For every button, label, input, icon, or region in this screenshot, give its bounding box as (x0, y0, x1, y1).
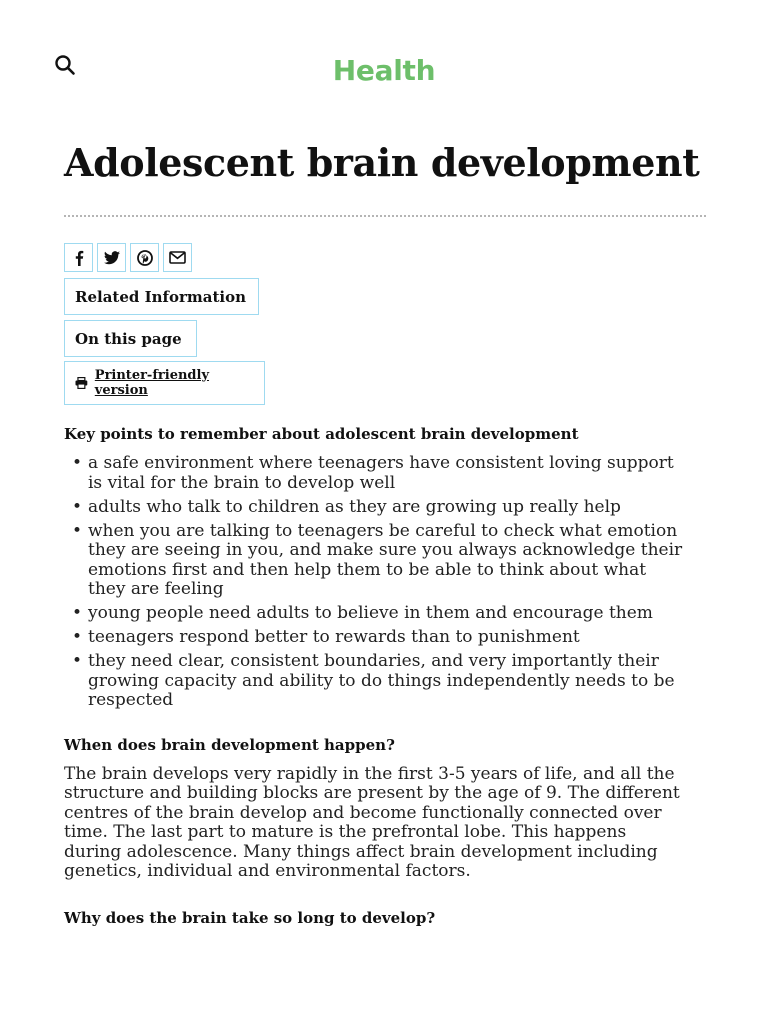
list-item: • they need clear, consistent boundaries, and very importantly their growing capacity and ability to do things independently needs to be respected (72, 652, 686, 711)
list-item: • teenagers respond better to rewards than to punishment (72, 628, 686, 648)
on-this-page-toggle[interactable] (64, 320, 197, 357)
list-item: • when you are talking to teenagers be careful to check what emotion they are seeing in you, and make sure you always acknowledge their emotions first and then help them to be able to think about what they are feeling (72, 522, 686, 600)
article-body (64, 424, 686, 928)
related-information-toggle[interactable] (64, 278, 259, 315)
list-item: • a safe environment where teenagers have consistent loving support is vital for the brain to develop well (72, 454, 686, 493)
list-item: • adults who talk to children as they are growing up really help (72, 498, 686, 518)
printer-friendly-label: Printer-friendly version (94, 368, 210, 398)
related-information-label: Related Information (75, 287, 247, 306)
twitter-icon (104, 251, 120, 265)
when-heading: When does brain development happen? (64, 735, 395, 754)
email-icon (169, 251, 186, 264)
facebook-icon (72, 250, 86, 266)
twitter-share-button[interactable] (97, 243, 126, 272)
email-share-button[interactable] (163, 243, 192, 272)
pinterest-icon (137, 250, 153, 266)
pinterest-share-button[interactable] (130, 243, 159, 272)
key-points-list (64, 454, 686, 711)
facebook-share-button[interactable] (64, 243, 93, 272)
share-buttons (64, 243, 192, 272)
key-points-heading: Key points to remember about adolescent brain development (64, 425, 579, 443)
site-logo[interactable]: Health (332, 54, 436, 87)
when-paragraph: The brain develops very rapidly in the first 3-5 years of life, and all the structure and building blocks are present by the age of 9. The different centres of the brain develop and become functionally connected over time. The last part to mature is the prefrontal lobe. This happens during adolescence. Many things affect brain development including genetics, individual and environmental factors. (64, 763, 680, 881)
on-this-page-label: On this page (75, 329, 182, 348)
page-title: Adolescent brain development (64, 140, 700, 185)
printer-icon (75, 377, 88, 389)
list-item: • young people need adults to believe in them and encourage them (72, 604, 686, 624)
title-divider (64, 215, 706, 217)
printer-friendly-link[interactable] (64, 361, 265, 405)
why-heading: Why does the brain take so long to develop? (64, 908, 436, 927)
